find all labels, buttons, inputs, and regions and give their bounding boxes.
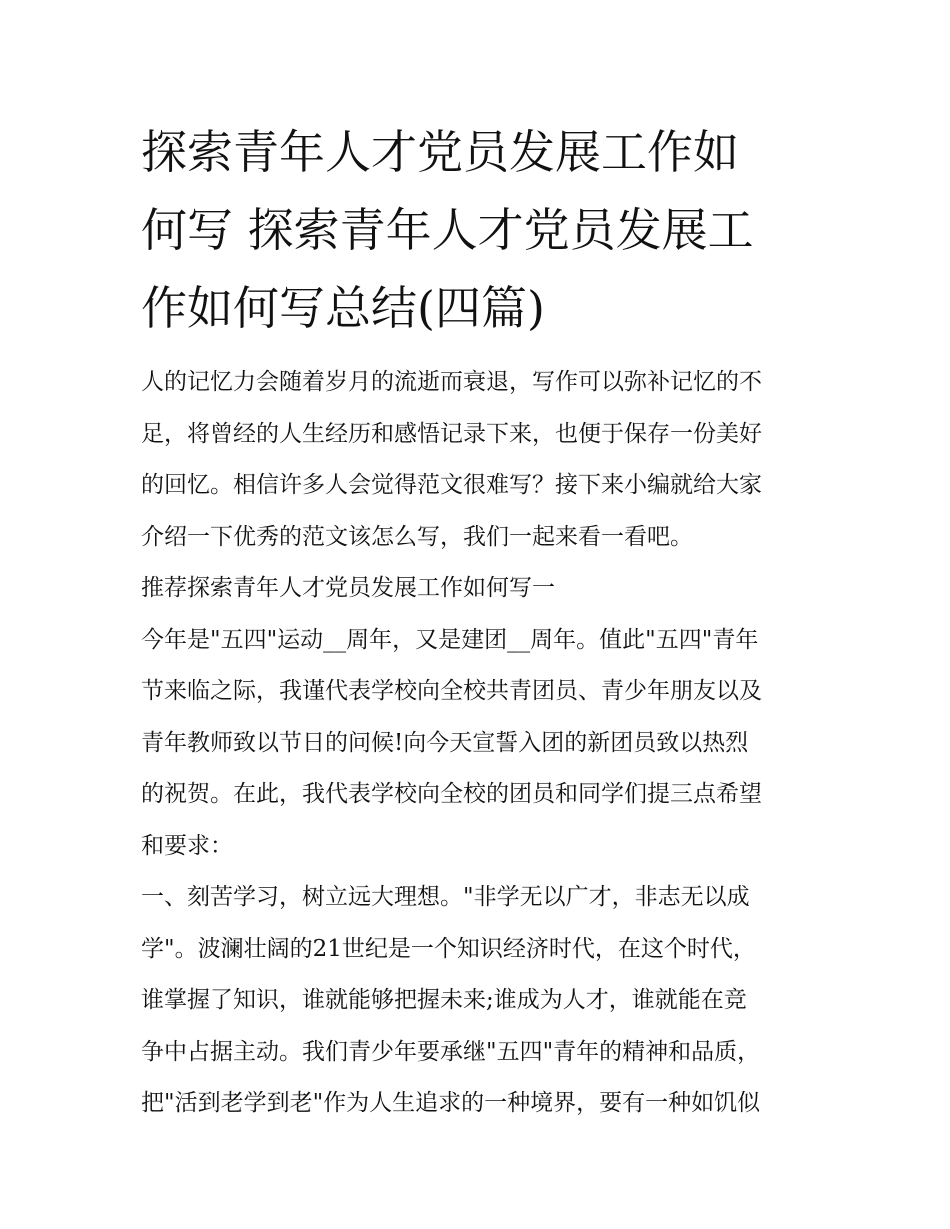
body-line: 谁掌握了知识，谁就能够把握未来;谁成为人才，谁就能在竞 <box>141 987 747 1013</box>
body-line: 青年教师致以节日的问候!向今天宣誓入团的新团员致以热烈 <box>141 729 749 756</box>
body-line: 节来临之际，我谨代表学校向全校共青团员、青少年朋友以及 <box>141 678 762 704</box>
body-line: 和要求： <box>141 832 233 859</box>
body-line: 今年是"五四"运动__周年，又是建团__周年。值此"五四"青年 <box>141 626 759 653</box>
body-line: 把"活到老学到老"作为人生追求的一种境界，要有一种如饥似 <box>141 1090 761 1116</box>
intro-line: 足，将曾经的人生经历和感悟记录下来，也便于保存一份美好 <box>141 420 762 447</box>
intro-line: 的回忆。相信许多人会觉得范文很难写？接下来小编就给大家 <box>141 472 762 498</box>
title-line: 作如何写总结(四篇) <box>141 281 545 335</box>
section-heading: 推荐探索青年人才党员发展工作如何写一 <box>141 575 555 601</box>
title-line: 何写 探索青年人才党员发展工 <box>141 203 754 257</box>
document-body <box>141 357 831 1130</box>
intro-line: 介绍一下优秀的范文该怎么写，我们一起来看一看吧。 <box>141 523 693 550</box>
intro-line: 人的记忆力会随着岁月的流逝而衰退，写作可以弥补记忆的不 <box>141 369 762 395</box>
body-line: 争中占据主动。我们青少年要承继"五四"青年的精神和品质， <box>141 1038 761 1065</box>
body-line: 一、刻苦学习，树立远大理想。"非学无以广才，非志无以成 <box>141 884 750 910</box>
title-line: 探索青年人才党员发展工作如 <box>141 125 739 179</box>
body-line: 的祝贺。在此，我代表学校向全校的团员和同学们提三点希望 <box>141 781 762 807</box>
body-line: 学"。波澜壮阔的21世纪是一个知识经济时代，在这个时代， <box>141 935 756 962</box>
document-title <box>141 113 811 347</box>
